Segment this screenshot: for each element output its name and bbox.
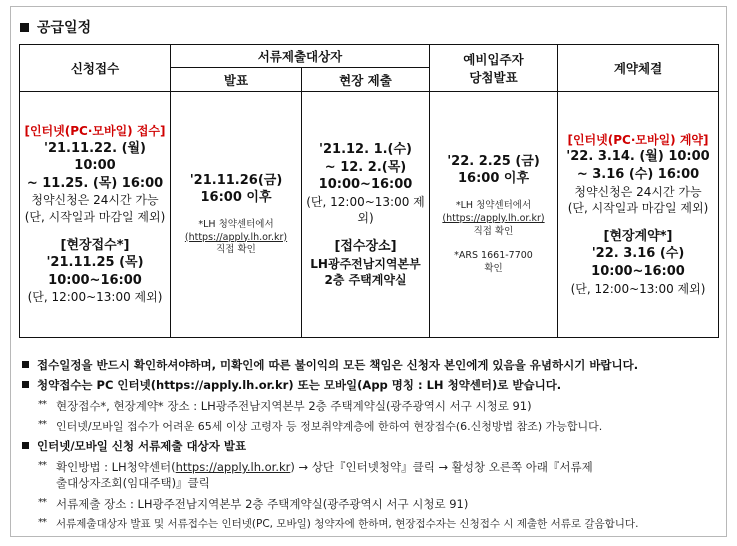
note-document-announcement xyxy=(22,438,246,454)
online-application-start: '21.11.22. (월) 10:00 xyxy=(43,140,147,174)
header-document-submitters: 서류제출대상자 xyxy=(171,45,430,68)
cell-announcement xyxy=(171,92,302,338)
note-check-schedule xyxy=(22,357,638,373)
onsite-application-time: 10:00~16:00 xyxy=(48,272,142,288)
star-mark: ** xyxy=(38,497,46,508)
note-document-announcement-text: 인터넷/모바일 신청 서류제출 대상자 발표 xyxy=(37,439,247,453)
header-reserve-winner-line2: 당첨발표 xyxy=(469,70,518,85)
subnote-vulnerable-groups-text: 인터넷/모바일 접수가 어려운 65세 이상 고령자 등 정보취약계층에 한하여 현장접수(6.신청방법 참조) 가능합니다. xyxy=(56,420,603,433)
online-contract-exception: (단, 시작일과 마감일 제외) xyxy=(567,200,709,215)
header-contract: 계약체결 xyxy=(558,45,719,92)
schedule-table xyxy=(19,44,719,338)
winner-check-direct: 직접 확인 xyxy=(473,225,514,237)
square-bullet-icon xyxy=(20,23,29,32)
submission-start: '21.12. 1.(수) xyxy=(319,142,412,158)
announcement-check-direct: 직접 확인 xyxy=(216,244,256,256)
submission-place-room: 2층 주택계약실 xyxy=(324,272,407,287)
subnote-submission-place xyxy=(38,496,468,512)
online-application-note: 청약신청은 24시간 가능 xyxy=(31,193,159,208)
cell-application xyxy=(20,92,171,338)
star-mark: ** xyxy=(38,517,46,528)
star-mark: ** xyxy=(38,419,46,430)
announcement-check-note: *LH 청약센터에서 xyxy=(198,218,274,230)
online-application-end: ~ 11.25. (목) 16:00 xyxy=(26,175,164,191)
winner-ars: *ARS 1661-7700 xyxy=(454,250,533,262)
header-reserve-winner-line1: 예비입주자 xyxy=(463,52,524,67)
online-contract-start: '22. 3.14. (월) 10:00 xyxy=(566,149,710,165)
header-reserve-winner xyxy=(430,45,558,92)
announcement-date: '21.11.26(금) xyxy=(189,172,283,188)
header-announcement: 발표 xyxy=(171,68,302,92)
winner-check-note: *LH 청약센터에서 xyxy=(455,200,532,212)
onsite-contract-time: 10:00~16:00 xyxy=(591,264,685,279)
online-application-label: [인터넷(PC·모바일) 접수] xyxy=(24,124,166,139)
note-application-channel xyxy=(22,377,561,393)
subnote-online-only xyxy=(38,516,638,531)
check-method-text-c: 출대상자조회(임대주택)』클릭 xyxy=(56,476,210,490)
submission-end: ~ 12. 2.(목) xyxy=(324,159,407,175)
onsite-contract-label: [현장계약*] xyxy=(603,228,673,244)
note-check-schedule-text: 접수일정을 반드시 확인하셔야하며, 미확인에 따른 불이익의 모든 책임은 신청자 본인에게 있음을 유념하시기 바랍니다. xyxy=(37,358,639,372)
square-bullet-icon xyxy=(22,381,29,388)
winner-url[interactable]: (https://apply.lh.or.kr) xyxy=(442,212,545,224)
subnote-onsite-place-text: 현장접수*, 현장계약* 장소 : LH광주전남지역본부 2층 주택계약실(광주광역시 서구 시청로 91) xyxy=(56,399,532,413)
submission-place-label: [접수장소] xyxy=(334,239,397,255)
cell-reserve-winner xyxy=(430,92,558,338)
online-contract-end: ~ 3.16 (수) 16:00 xyxy=(576,166,700,182)
onsite-contract-date: '22. 3.16 (수) xyxy=(591,246,685,262)
winner-ars-confirm: 확인 xyxy=(484,263,503,275)
submission-place-office: LH광주전남지역본부 xyxy=(310,256,421,271)
winner-date: '22. 2.25 (금) xyxy=(447,153,540,169)
subnote-submission-place-text: 서류제출 장소 : LH광주전남지역본부 2층 주택계약실(광주광역시 서구 시청로 91) xyxy=(56,497,469,511)
online-contract-label: [인터넷(PC·모바일) 계약] xyxy=(567,133,709,148)
star-mark: ** xyxy=(38,460,46,471)
section-title xyxy=(20,17,91,37)
onsite-contract-exception: (단, 12:00~13:00 제외) xyxy=(570,281,706,296)
cell-contract xyxy=(558,92,719,338)
onsite-application-date: '21.11.25 (목) xyxy=(46,255,144,271)
cell-onsite-submission xyxy=(302,92,430,338)
header-onsite-submission: 현장 제출 xyxy=(302,68,430,92)
submission-time: 10:00~16:00 xyxy=(318,177,413,193)
note-application-channel-text: 청약접수는 PC 인터넷(https://apply.lh.or.kr) 또는 모바일(App 명칭 : LH 청약센터)로 받습니다. xyxy=(37,378,562,392)
subnote-vulnerable-groups xyxy=(38,418,602,434)
lh-apply-link[interactable]: https://apply.lh.or.kr xyxy=(175,460,291,474)
announcement-url[interactable]: (https://apply.lh.or.kr) xyxy=(184,231,288,243)
star-mark: ** xyxy=(38,399,46,410)
section-title-text: 공급일정 xyxy=(37,20,92,36)
subnote-onsite-place xyxy=(38,398,532,414)
onsite-application-label: [현장접수*] xyxy=(60,237,130,253)
onsite-application-exception: (단, 12:00~13:00 제외) xyxy=(27,290,163,305)
announcement-time: 16:00 이후 xyxy=(200,190,272,206)
square-bullet-icon xyxy=(22,361,29,368)
check-method-text-b: ) → 상단『인터넷청약』클릭 → 활성창 오른쪽 아래『서류제 xyxy=(290,460,593,474)
check-method-text-a: 확인방법 : LH청약센터( xyxy=(56,460,176,474)
online-application-exception: (단, 시작일과 마감일 제외) xyxy=(24,209,166,224)
square-bullet-icon xyxy=(22,442,29,449)
online-contract-note: 청약신청은 24시간 가능 xyxy=(574,184,702,199)
submission-exception: (단, 12:00~13:00 제외) xyxy=(306,194,425,225)
header-application: 신청접수 xyxy=(20,45,171,92)
winner-time: 16:00 이후 xyxy=(457,171,530,187)
subnote-online-only-text: 서류제출대상자 발표 및 서류접수는 인터넷(PC, 모바일) 청약자에 한하며, 현장접수자는 신청접수 시 제출한 서류로 갈음합니다. xyxy=(56,518,639,530)
subnote-check-method xyxy=(38,459,593,491)
